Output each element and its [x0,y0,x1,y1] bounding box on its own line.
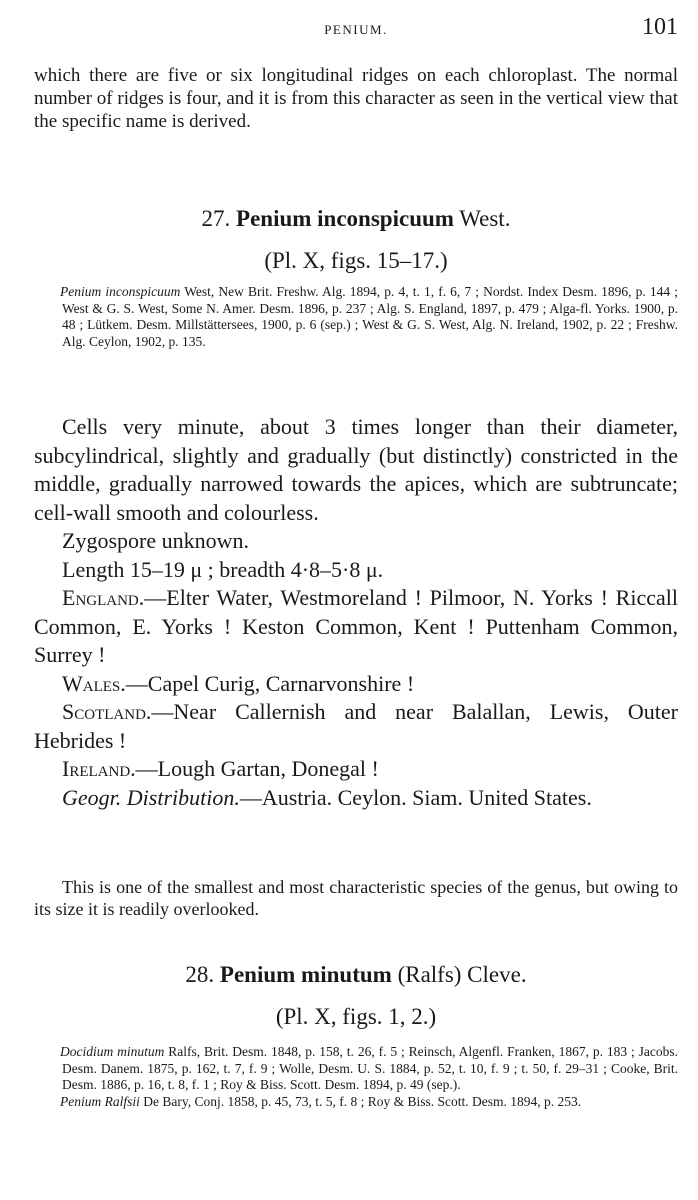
species-authority: (Ralfs) Cleve. [397,962,527,987]
distribution-label: Geogr. Distribution. [62,784,240,810]
synonym-citation: Ralfs, Brit. Desm. 1848, p. 158, t. 26, f. 5 ; Reinsch, Algenfl. Franken, 1867, p. 183 ; Jacobs. Desm. Danem. 1875, p. 162, t. 7, f. 9 ; Wolle, Desm. U. S. 1884, p. 52, t. 10, f. 9 ; t. 50, f. 29–31 ; Cooke, Brit. Desm. 1886, p. 16, t. 8, f. 1 ; Roy & Biss. Scott. Desm. 1894, p. 49 (sep.). [62,1044,678,1093]
running-head: PENIUM. [324,22,388,37]
locality-ireland [34,755,678,784]
plate-reference-block [34,1004,678,1036]
locality-text: —Near Callernish and near Balallan, Lewis, Outer Hebrides ! [34,699,678,753]
species-name: Penium minutum [219,962,392,987]
species-remark: This is one of the smallest and most characteristic species of the genus, but owing to its size it is readily overlooked. [34,877,678,919]
species-number: 27. [201,206,231,231]
species-name: Penium inconspicuum [236,206,454,231]
synonym-name: Docidium minutum [60,1044,165,1059]
synonym-citation: De Bary, Conj. 1858, p. 45, 73, t. 5, f. 8 ; Roy & Biss. Scott. Desm. 1894, p. 253. [143,1093,582,1109]
species-number: 28. [185,962,215,987]
region-label: Wales. [62,670,126,696]
species-title [34,962,678,988]
page-number: 101 [642,14,678,40]
synonymy [34,284,678,350]
synonym-entry [62,1044,678,1094]
geographic-distribution [34,784,678,813]
plate-reference-block [34,248,678,280]
intro-paragraph: which there are five or six longitudinal ridges on each chloroplast. The normal number of ridges is four, and it is from this character as seen in the vertical view that the specific name is derived. [34,65,678,132]
synonymy [34,1044,678,1110]
measurements: Length 15–19 μ ; breadth 4·8–5·8 μ. [62,556,384,582]
region-label: England. [62,585,145,610]
species-authority: West. [459,206,511,231]
species-heading [34,962,678,998]
locality-scotland [34,698,678,755]
locality-wales [34,670,678,699]
species-description: Cells very minute, about 3 times longer than their diameter, subcylindrical, slightly and gradually (but distinctly) constricted in the middle, gradually narrowed towards the apices, which are subtruncate; cell-wall smooth and colourless. [34,414,678,525]
synonym-name: Penium Ralfsii [60,1093,140,1109]
locality-text: —Capel Curig, Carnarvonshire ! [125,670,415,696]
plate-reference: (Pl. X, figs. 15–17.) [264,248,448,273]
distribution-text: —Austria. Ceylon. Siam. United States. [239,784,592,810]
synonym-name: Penium inconspicuum [60,284,181,299]
locality-text: —Lough Gartan, Donegal ! [135,756,379,781]
region-label: Ireland. [62,756,136,781]
plate-reference: (Pl. X, figs. 1, 2.) [275,1004,437,1029]
locality-england [34,584,678,670]
species-description-block [34,413,678,812]
locality-text: —Elter Water, Westmoreland ! Pilmoor, N. Yorks ! Riccall Common, E. Yorks ! Keston Common, Kent ! Puttenham Common, Surrey ! [34,585,678,667]
species-heading [34,206,678,242]
region-label: Scotland. [62,699,152,724]
page-header [34,14,678,44]
species-title [34,206,678,232]
synonym-entry [62,1094,678,1111]
synonym-citation: West, New Brit. Freshw. Alg. 1894, p. 4, t. 1, f. 6, 7 ; Nordst. Index Desm. 1896, p. 144 ; West & G. S. West, Some N. Amer. Desm. 1896, p. 237 ; Alg. S. England, 1897, p. 479 ; Alga-fl. Yorks. 1900, p. 48 ; Lütkem. Desm. Millstättersees, 1900, p. 6 (sep.) ; West & G. S. West, Alg. N. Ireland, 1902, p. 22 ; Freshw. Alg. Ceylon, 1902, p. 135. [62,284,678,349]
zygospore-note: Zygospore unknown. [62,528,249,553]
